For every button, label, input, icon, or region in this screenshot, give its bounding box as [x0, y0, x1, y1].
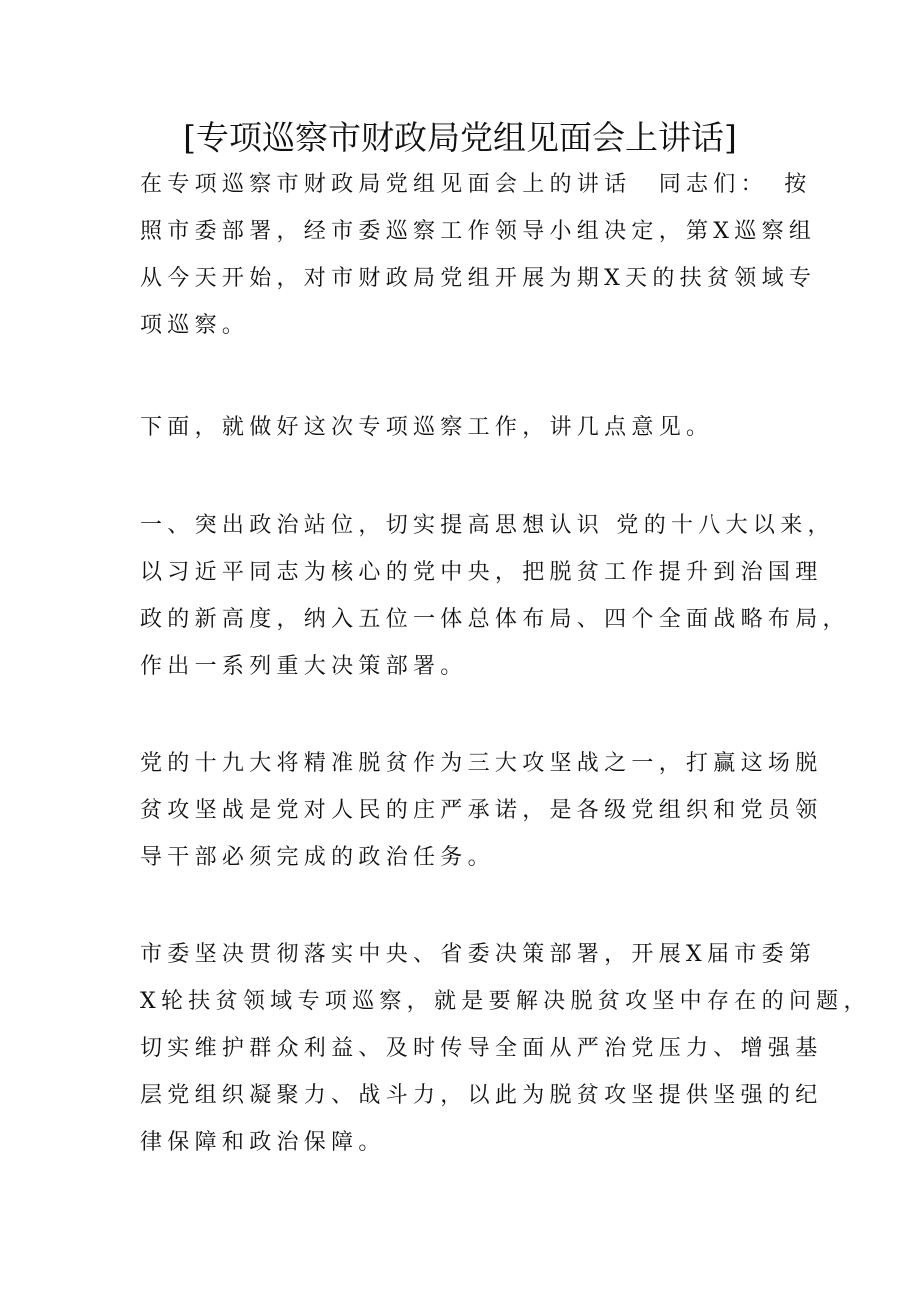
paragraph-3-line-2: 以习近平同志为核心的党中央，把脱贫工作提升到治国理 [140, 560, 823, 585]
paragraph-3-line-4: 作出一系列重大决策部署。 [140, 654, 468, 679]
paragraph-5-line-2: X轮扶贫领域专项巡察，就是要解决脱贫攻坚中存在的问题， [140, 989, 871, 1014]
paragraph-2-line-1: 下面，就做好这次专项巡察工作，讲几点意见。 [140, 415, 714, 440]
paragraph-1-line-4: 项巡察。 [140, 313, 250, 338]
document-title: [专项巡察市财政局党组见面会上讲话] [183, 118, 737, 157]
paragraph-5-line-1: 市委坚决贯彻落实中央、省委决策部署，开展X届市委第 [140, 942, 817, 967]
paragraph-5-line-3: 切实维护群众利益、及时传导全面从严治党压力、增强基 [140, 1036, 823, 1061]
paragraph-4-line-1: 党的十九大将精准脱贫作为三大攻坚战之一，打赢这场脱 [140, 751, 823, 776]
paragraph-1-line-2: 照市委部署，经市委巡察工作领导小组决定，第X巡察组 [140, 219, 817, 244]
paragraph-4-line-2: 贫攻坚战是党对人民的庄严承诺，是各级党组织和党员领 [140, 798, 823, 823]
paragraph-5-line-4: 层党组织凝聚力、战斗力，以此为脱贫攻坚提供坚强的纪 [140, 1083, 823, 1108]
paragraph-1-line-1: 在专项巡察市财政局党组见面会上的讲话 同志们： 按 [140, 172, 812, 197]
paragraph-3-line-3: 政的新高度，纳入五位一体总体布局、四个全面战略布局， [140, 607, 850, 632]
paragraph-4-line-3: 导干部必须完成的政治任务。 [140, 845, 495, 870]
paragraph-5-line-5: 律保障和政治保障。 [140, 1130, 386, 1155]
paragraph-3-line-1: 一、突出政治站位，切实提高思想认识 党的十八大以来， [140, 513, 835, 538]
paragraph-1-line-3: 从今天开始，对市财政局党组开展为期X天的扶贫领域专 [140, 266, 817, 291]
